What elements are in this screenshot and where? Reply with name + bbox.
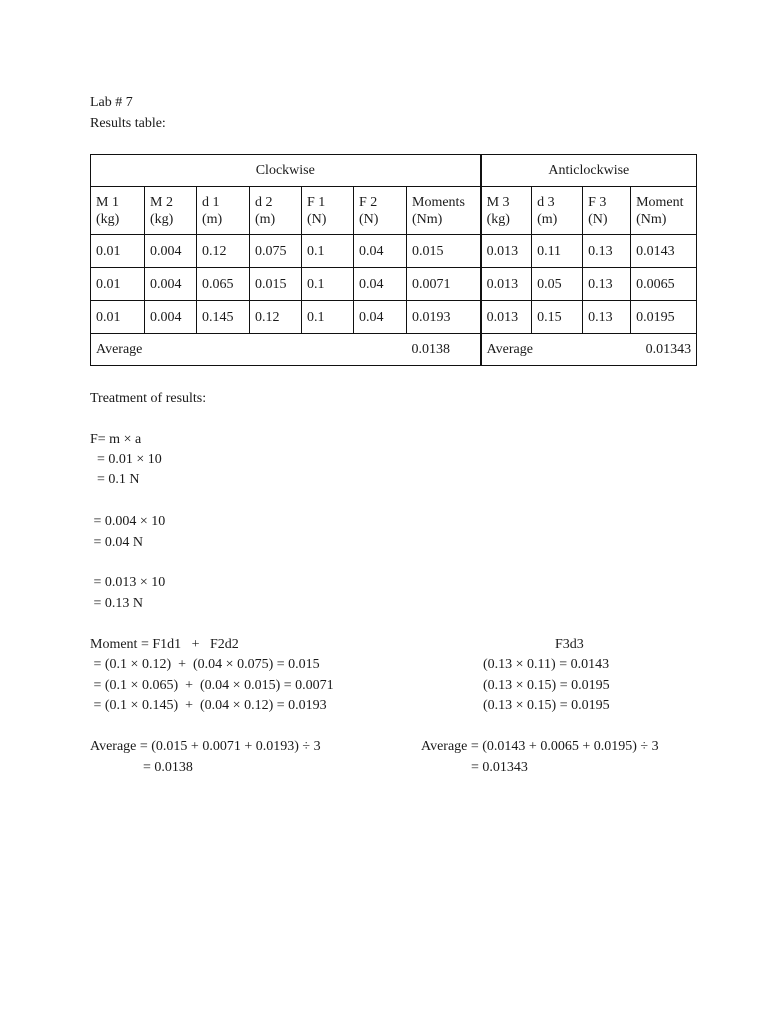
column-header: M 2 (kg)	[145, 187, 197, 235]
average-value-clockwise: 0.0138	[407, 334, 481, 366]
anticlockwise-average-formula: Average = (0.0143 + 0.0065 + 0.0195) ÷ 3	[421, 739, 659, 754]
moment-calc-line: = (0.1 × 0.065) + (0.04 × 0.015) = 0.0071	[90, 678, 334, 693]
table-cell: 0.065	[197, 268, 250, 301]
lab-title: Lab # 7	[90, 95, 133, 110]
table-cell: 0.0193	[407, 301, 481, 334]
table-cell: 0.04	[354, 268, 407, 301]
anticlockwise-average-result: = 0.01343	[471, 760, 528, 775]
treatment-heading: Treatment of results:	[90, 391, 207, 406]
anticlockwise-header: Anticlockwise	[481, 155, 697, 187]
column-header-row	[91, 187, 697, 235]
force-formula: F= m × a	[90, 432, 142, 447]
force-calc-line: = 0.1 N	[90, 472, 140, 487]
average-row	[91, 334, 697, 366]
force-calc-line: = 0.004 × 10	[90, 514, 166, 529]
table-cell: 0.004	[145, 301, 197, 334]
table-cell: 0.13	[583, 268, 631, 301]
table-cell: 0.0071	[407, 268, 481, 301]
moment-calc-line: = (0.1 × 0.145) + (0.04 × 0.12) = 0.0193	[90, 698, 327, 713]
anticlockwise-calc-line: (0.13 × 0.11) = 0.0143	[483, 657, 610, 672]
moment-formula: Moment = F1d1 + F2d2	[90, 637, 239, 652]
table-cell: 0.015	[407, 235, 481, 268]
clockwise-header: Clockwise	[91, 155, 481, 187]
table-cell: 0.1	[302, 268, 354, 301]
table-cell: 0.04	[354, 235, 407, 268]
column-header: d 2 (m)	[250, 187, 302, 235]
table-cell: 0.0065	[631, 268, 697, 301]
column-header: d 1 (m)	[197, 187, 250, 235]
force-calc-line: = 0.01 × 10	[90, 452, 162, 467]
table-cell: 0.145	[197, 301, 250, 334]
results-table-label: Results table:	[90, 116, 166, 131]
table-cell: 0.075	[250, 235, 302, 268]
table-cell: 0.004	[145, 235, 197, 268]
table-cell: 0.013	[481, 301, 532, 334]
average-label-clockwise: Average	[91, 334, 407, 366]
results-table	[90, 154, 697, 366]
force-calc-line: = 0.13 N	[90, 596, 144, 611]
table-cell: 0.1	[302, 235, 354, 268]
average-label-anticlockwise: Average	[481, 334, 631, 366]
clockwise-average-result: = 0.0138	[143, 760, 193, 775]
table-cell: 0.1	[302, 301, 354, 334]
table-cell: 0.13	[583, 235, 631, 268]
moment-calc-line: = (0.1 × 0.12) + (0.04 × 0.075) = 0.015	[90, 657, 320, 672]
table-cell: 0.01	[91, 235, 145, 268]
table-cell: 0.12	[250, 301, 302, 334]
column-header: M 3 (kg)	[481, 187, 532, 235]
table-row	[91, 235, 697, 268]
column-header: Moments (Nm)	[407, 187, 481, 235]
table-cell: 0.0143	[631, 235, 697, 268]
table-cell: 0.004	[145, 268, 197, 301]
average-value-anticlockwise: 0.01343	[631, 334, 697, 366]
column-header: d 3 (m)	[532, 187, 583, 235]
force-calc-line: = 0.04 N	[90, 535, 144, 550]
table-cell: 0.013	[481, 268, 532, 301]
column-header: Moment (Nm)	[631, 187, 697, 235]
table-cell: 0.12	[197, 235, 250, 268]
anticlockwise-calc-line: (0.13 × 0.15) = 0.0195	[483, 678, 610, 693]
column-header: M 1 (kg)	[91, 187, 145, 235]
table-cell: 0.015	[250, 268, 302, 301]
table-cell: 0.0195	[631, 301, 697, 334]
table-cell: 0.01	[91, 268, 145, 301]
table-cell: 0.013	[481, 235, 532, 268]
table-cell: 0.15	[532, 301, 583, 334]
table-row	[91, 268, 697, 301]
table-cell: 0.04	[354, 301, 407, 334]
column-header: F 3 (N)	[583, 187, 631, 235]
column-header: F 1 (N)	[302, 187, 354, 235]
column-header: F 2 (N)	[354, 187, 407, 235]
force-calc-line: = 0.013 × 10	[90, 575, 166, 590]
table-cell: 0.05	[532, 268, 583, 301]
clockwise-average-formula: Average = (0.015 + 0.0071 + 0.0193) ÷ 3	[90, 739, 321, 754]
table-cell: 0.11	[532, 235, 583, 268]
anticlockwise-calc-line: (0.13 × 0.15) = 0.0195	[483, 698, 610, 713]
table-cell: 0.01	[91, 301, 145, 334]
table-row	[91, 301, 697, 334]
anticlockwise-moment-formula: F3d3	[555, 637, 584, 652]
table-cell: 0.13	[583, 301, 631, 334]
